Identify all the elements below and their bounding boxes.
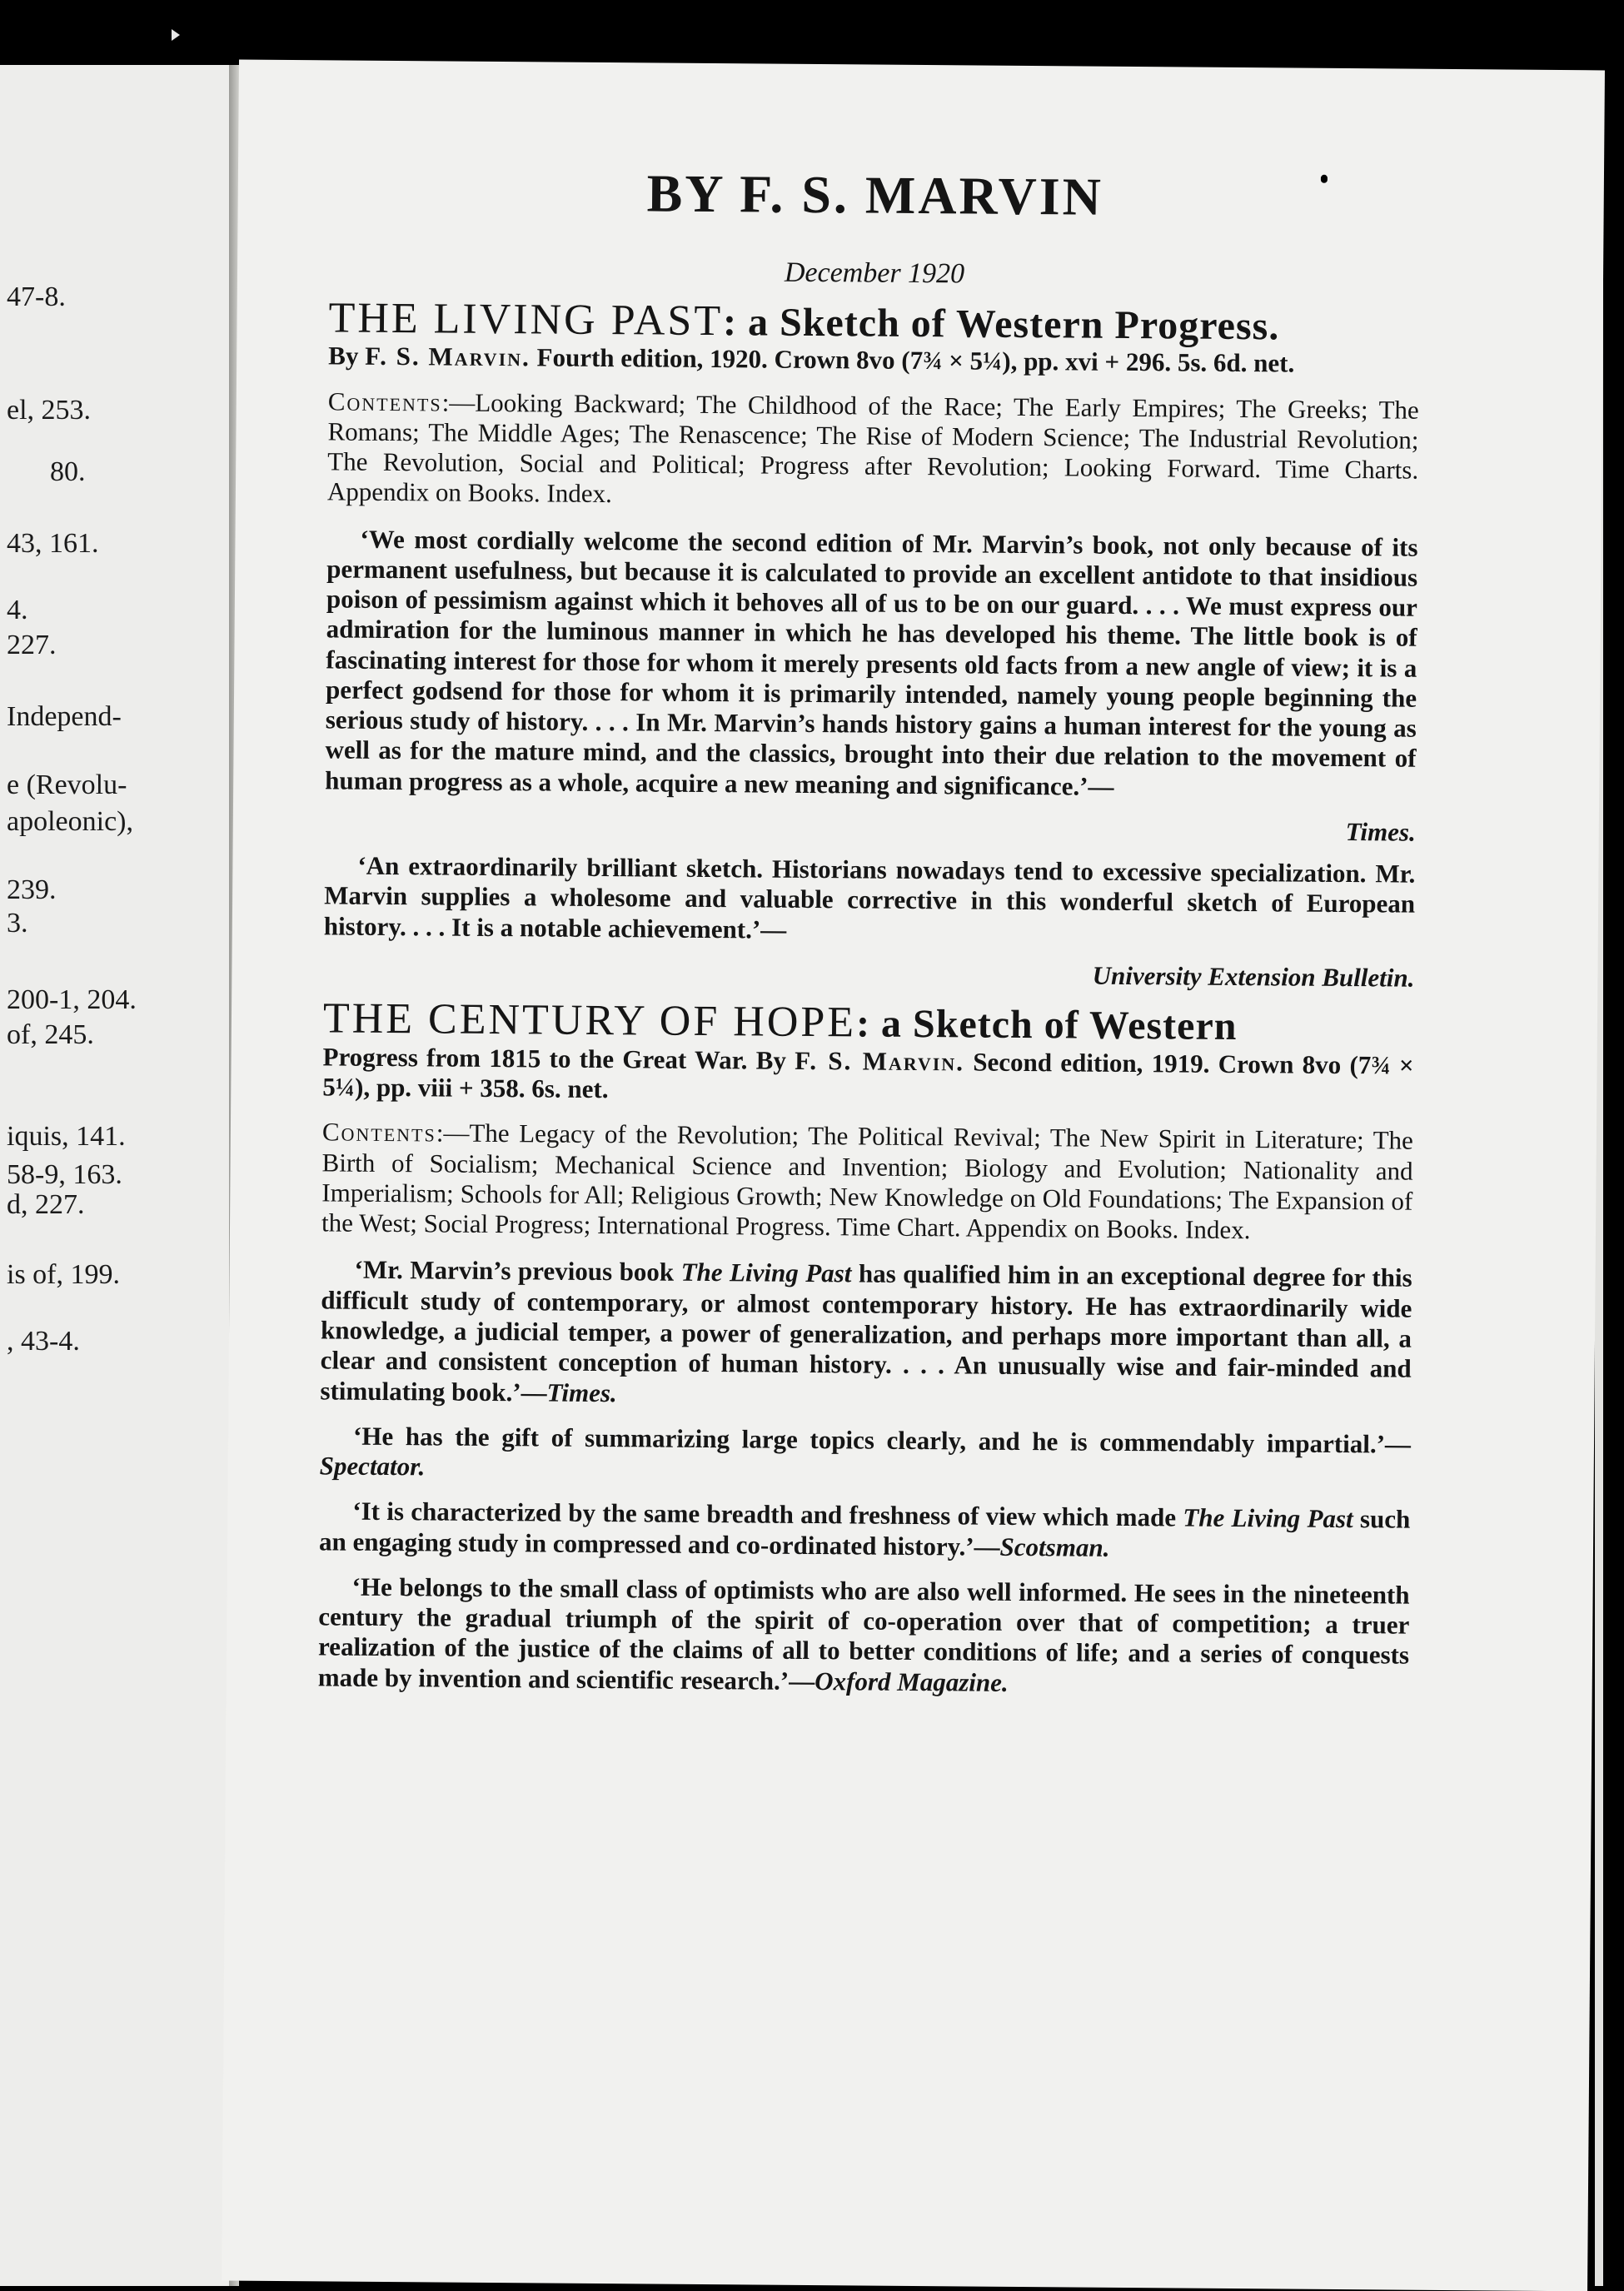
book-reference: The Living Past [1183, 1502, 1353, 1534]
review-text: such an engaging study in compressed and co-ordinated history.’— [318, 1504, 1411, 1561]
contents-list [327, 386, 1419, 515]
index-line: 227. [7, 630, 57, 660]
review-text: has qualified him in an exceptional degree for this difficult study of contemporary, or almost contemporary history. He has extraordinarily wide knowledge, a judicial temper, a power of generalization, and perhaps more important than all, a clear and consistent conception of human history. . . . An unusually wise and fair-minded and stimulating book.’— [320, 1258, 1412, 1407]
book-title-main: THE CENTURY OF HOPE [322, 994, 857, 1047]
contents-text: :—The Legacy of the Revolution; The Political Revival; The New Spirit in Literature; The Birth of Socialism; Mechanical Science and Invention; Biology and Evolution; Nationality and Imperialism; Schools for All; Religious Growth; New Knowledge on Old Foundations; The Expansion of the West; Social Progress; International Progress. Time Chart. Appendix on Books. Index. [321, 1118, 1414, 1245]
review-source: Oxford Magazine. [814, 1666, 1009, 1697]
author-name: F. S. Marvin. [795, 1045, 965, 1077]
index-line: is of, 199. [7, 1259, 120, 1290]
review-quote [320, 1255, 1412, 1415]
index-line: 3. [7, 908, 28, 939]
review-source: Times. [546, 1377, 617, 1407]
index-line: , 43-4. [7, 1326, 80, 1357]
review-text: ‘He belongs to the small class of optimists who are also well informed. He sees in the nineteenth century the gradual triumph of the spirit of co-operation over that of competition; a truer realization of the justice of the claims of all to better conditions of life; and a series of conquests made by invention and scientific research.’— [317, 1571, 1410, 1696]
page-title: BY F. S. MARVIN [646, 163, 1104, 227]
review-source: University Extension Bulletin. [1092, 960, 1415, 993]
review-source: Times. [1345, 816, 1416, 847]
review-quote [318, 1571, 1410, 1701]
contents-list [321, 1118, 1413, 1247]
bibliographic-line [322, 1042, 1414, 1111]
biblio-details: Fourth edition, 1920. Crown 8vo (7¾ × 5¼), pp. xvi + 296. 5s. 6d. net. [530, 342, 1295, 378]
index-line: e (Revolu- [7, 769, 127, 800]
review-source: Spectator. [319, 1451, 426, 1482]
book-entry [323, 296, 1419, 994]
book-title-subtitle: : a Sketch of Western [855, 1001, 1238, 1049]
index-line: 4. [7, 595, 28, 625]
review-source: Scotsman. [999, 1531, 1110, 1562]
review-text: ‘It is characterized by the same breadth and freshness of view which made [352, 1497, 1183, 1532]
page-content [317, 160, 1421, 1716]
review-text: ‘He has the gift of summarizing large topics clearly, and he is commendably impartial.’— [352, 1421, 1412, 1459]
book-title-subtitle: : a Sketch of Western Progress. [722, 299, 1280, 349]
biblio-details: Second edition, 1919. Crown 8vo (7¾ × 5¼), pp. viii + 358. 6s. net. [322, 1047, 1414, 1104]
index-line: apoleonic), [7, 806, 133, 837]
book-reference: The Living Past [680, 1258, 852, 1288]
contents-label: Contents [321, 1117, 436, 1148]
index-line: d, 227. [7, 1189, 85, 1220]
left-page-fragment [0, 65, 229, 2286]
index-line: 47-8. [7, 281, 66, 312]
index-line: of, 245. [7, 1019, 94, 1050]
review-quote: ‘An extraordinarily brilliant sketch. Historians nowadays tend to excessive specialization. Mr. Marvin supplies a wholesome and valuable corrective in this wonderful sketch of European history. . . . It is a notable achievement.’— [323, 850, 1416, 944]
review-text: ‘Mr. Marvin’s previous book [354, 1255, 681, 1287]
review-quote [320, 1421, 1412, 1490]
index-line: Independ- [7, 701, 122, 732]
date-line: December 1920 [784, 256, 965, 290]
biblio-by: By [328, 341, 366, 371]
right-page [222, 60, 1605, 2291]
book-entry [317, 994, 1415, 1701]
review-quote: ‘We most cordially welcome the second edition of Mr. Marvin’s book, not only because of its permanent usefulness, but because it is calculated to provide an excellent antidote to that insidious poison of pessimism against which it behoves all of us to be on our guard. . . . We must express our admiration for the luminous manner in which he has developed his theme. The little book is of fascinating interest for those for whom it merely presents old facts from a new angle of view; it is a perfect godsend for those for whom it is primarily intended, namely young people beginning the serious study of history. . . . In Mr. Marvin’s hands history gains a human interest for the young as well as for the mature mind, and the classics, brought into their due relation to the movement of human progress as a whole, acquire a new meaning and significance.’— [325, 524, 1418, 801]
review-quote [319, 1497, 1411, 1566]
index-line: iquis, 141. [7, 1121, 126, 1152]
index-line: 80. [50, 456, 86, 487]
index-line: 58-9, 163. [7, 1159, 122, 1190]
author-name: F. S. Marvin. [365, 341, 531, 372]
book-title-main: THE LIVING PAST [328, 294, 724, 345]
corner-arrow-mark [172, 29, 180, 41]
contents-label: Contents [327, 386, 442, 416]
index-line: el, 253. [7, 395, 92, 426]
index-line: 200-1, 204. [7, 984, 137, 1015]
contents-text: :—Looking Backward; The Childhood of the Race; The Early Empires; The Greeks; The Romans; The Middle Ages; The Renascence; The Rise of Modern Science; The Industrial Revolution; The Revolution, Social and Political; Progress after Revolution; Looking Forward. Time Charts. Appendix on Books. Index. [326, 386, 1419, 509]
biblio-by: Progress from 1815 to the Great War. By [322, 1042, 795, 1075]
index-line: 43, 161. [7, 528, 99, 559]
index-line: 239. [7, 874, 57, 905]
